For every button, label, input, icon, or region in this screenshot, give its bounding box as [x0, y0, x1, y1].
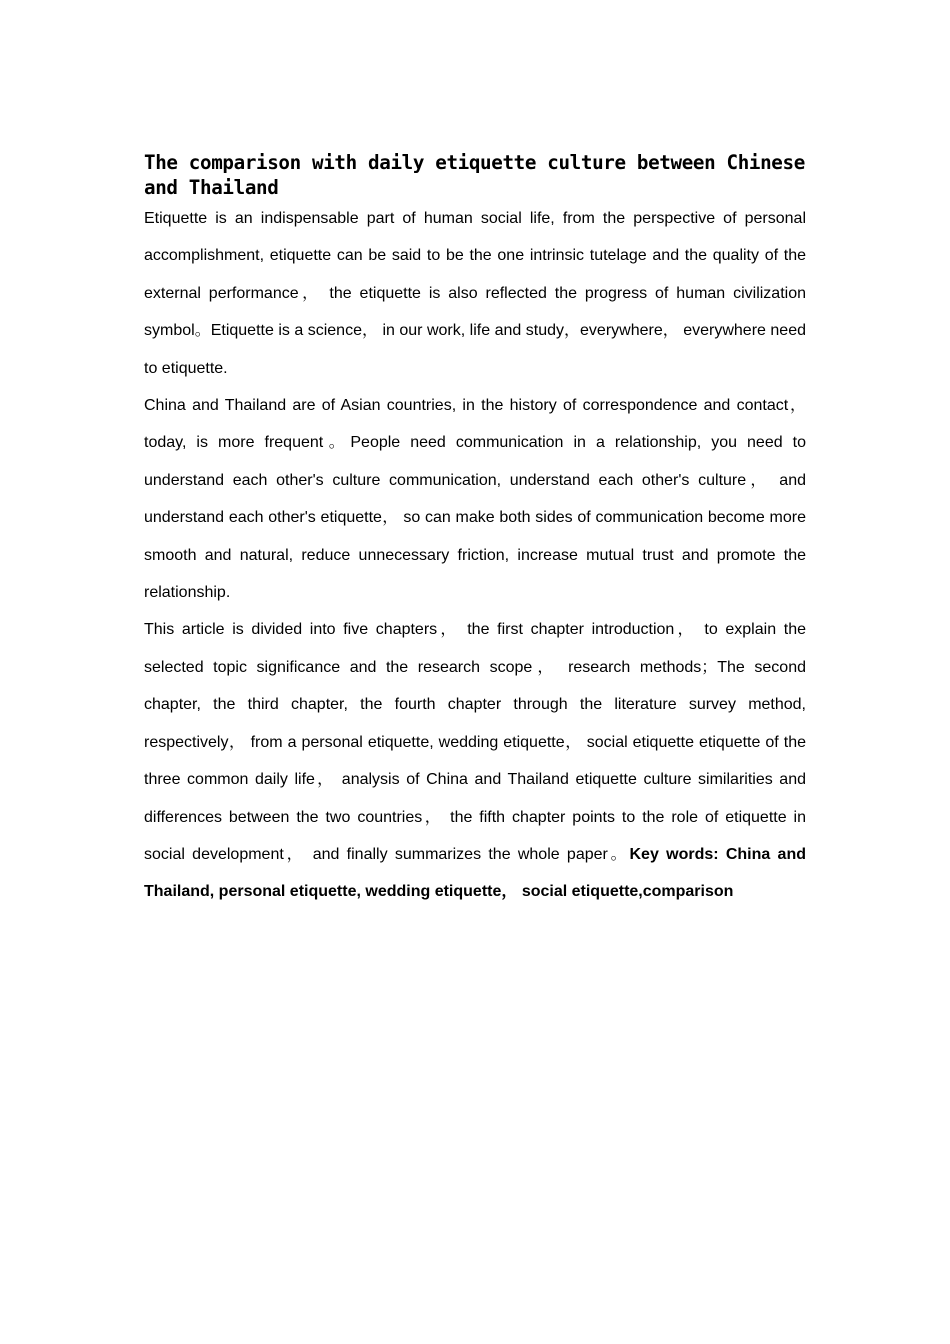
keywords-label: Key words:	[629, 845, 719, 863]
keywords-text: China and Thailand, personal etiquette, wedding etiquette， social etiquette,comparison	[144, 845, 807, 901]
paragraph-structure-text: This article is divided into five chapters， the first chapter introduction， to explain the selected topic significance and the research scope， research methods；The second chapter, the third chapter, the fourth chapter through the literature survey method, respectively， from a personal etiquette, wedding etiquette， social etiquette etiquette of the three common daily life， analysis of China and Thailand etiquette culture similarities and differences between the two countries， the fifth chapter points to the role of etiquette in social development， and finally summarizes the whole paper。	[144, 621, 806, 863]
document-page	[144, 151, 806, 911]
document-title: The comparison with daily etiquette culture between Chinese and Thailand	[144, 151, 805, 199]
paragraph-intro: Etiquette is an indispensable part of human social life, from the perspective of personal accomplishment, etiquette can be said to be the one intrinsic tutelage and the quality of the external performance， the etiquette is also reflected the progress of human civilization symbol。Etiquette is a science， in our work, life and study，everywhere， everywhere need to etiquette.	[144, 210, 806, 377]
paragraph-structure	[144, 611, 806, 910]
paragraph-china-thailand: China and Thailand are of Asian countries, in the history of correspondence and contact， today, is more frequent。People need communication in a relationship, you need to understand each other's culture communication, understand each other's culture， and understand each other's etiquette， so can make both sides of communication become more smooth and natural, reduce unnecessary friction, increase mutual trust and promote the relationship.	[144, 397, 806, 602]
